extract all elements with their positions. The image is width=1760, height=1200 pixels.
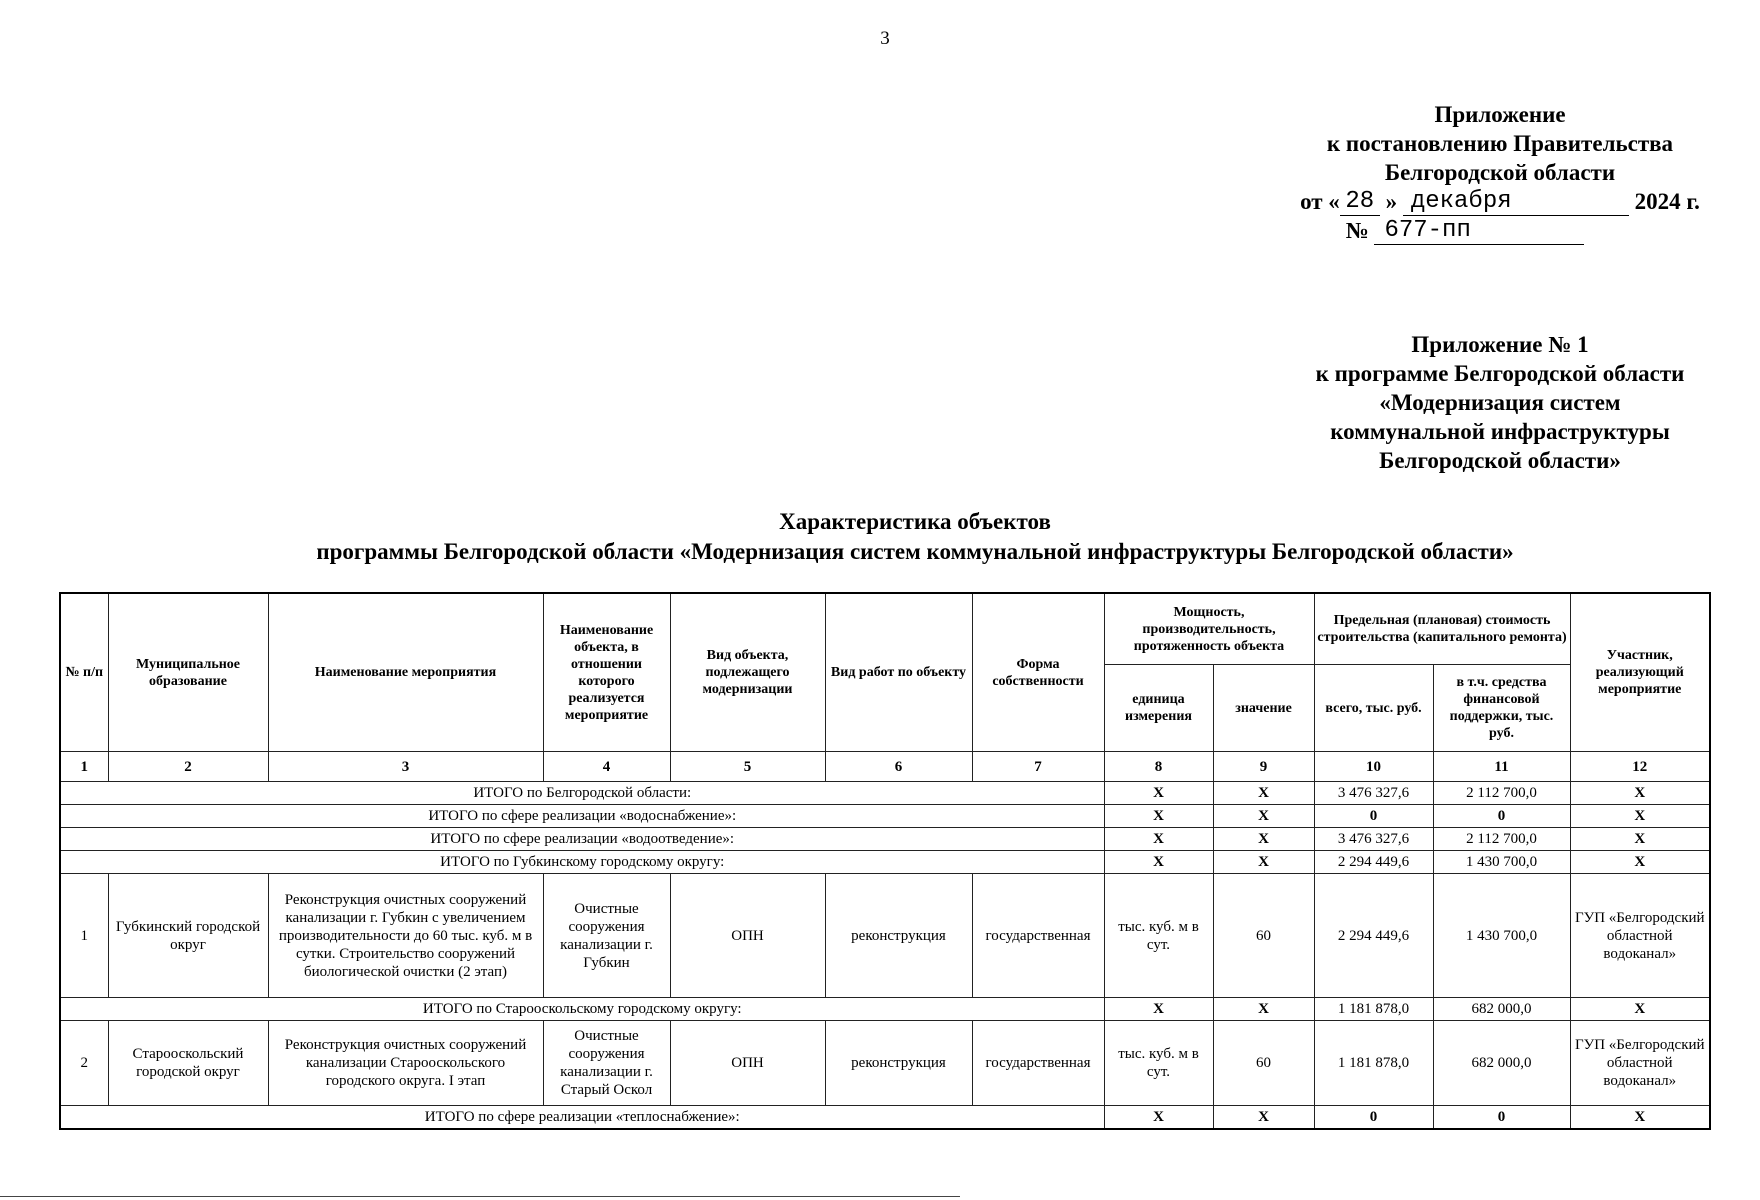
number-value: 677-пп <box>1374 217 1584 245</box>
row-object: Очистные сооружения канализации г. Губкин <box>543 874 670 998</box>
row-participant: ГУП «Белгородский областной водоканал» <box>1570 1021 1710 1106</box>
total-row-region <box>60 782 1710 805</box>
column-number: 5 <box>670 752 825 782</box>
header-num: № п/п <box>60 593 108 752</box>
row-unit: тыс. куб. м в сут. <box>1104 874 1213 998</box>
total-label: ИТОГО по Старооскольскому городскому округу: <box>60 998 1104 1021</box>
row-participant: ГУП «Белгородский областной водоканал» <box>1570 874 1710 998</box>
total-cost-support: 682 000,0 <box>1433 998 1570 1021</box>
total-cell: X <box>1104 782 1213 805</box>
total-row-gubkin <box>60 851 1710 874</box>
total-row-water-supply <box>60 805 1710 828</box>
header-object-type: Вид объекта, подлежащего модернизации <box>670 593 825 752</box>
total-row-water-disposal <box>60 828 1710 851</box>
date-mid: » <box>1385 189 1398 214</box>
total-label: ИТОГО по сфере реализации «водоотведение»: <box>60 828 1104 851</box>
total-cell: X <box>1213 1106 1314 1130</box>
header-cost-group: Предельная (плановая) стоимость строительства (капитального ремонта) <box>1314 593 1570 665</box>
date-month: декабря <box>1403 188 1629 216</box>
total-cost-support: 0 <box>1433 1106 1570 1130</box>
footer-divider <box>0 1196 960 1197</box>
total-cost-total: 1 181 878,0 <box>1314 998 1433 1021</box>
title-line-2: программы Белгородской области «Модернизация систем коммунальной инфраструктуры Белгородской области» <box>316 539 1514 564</box>
column-number: 7 <box>972 752 1104 782</box>
appendix-line: Белгородской области» <box>1379 448 1621 473</box>
header-unit: единица измерения <box>1104 665 1213 752</box>
total-cell: X <box>1213 998 1314 1021</box>
appendix-date-line <box>1270 187 1730 216</box>
appendix-line: Белгородской области <box>1384 160 1616 185</box>
header-object-name: Наименование объекта, в отношении которого реализуется мероприятие <box>543 593 670 752</box>
column-number: 1 <box>60 752 108 782</box>
row-object-type: ОПН <box>670 874 825 998</box>
appendix-resolution-block <box>1270 100 1730 245</box>
total-cost-total: 3 476 327,6 <box>1314 828 1433 851</box>
total-cell: X <box>1213 828 1314 851</box>
date-prefix: от « <box>1300 189 1340 214</box>
header-work-type: Вид работ по объекту <box>825 593 972 752</box>
header-cost-total: всего, тыс. руб. <box>1314 665 1433 752</box>
row-cost-support: 682 000,0 <box>1433 1021 1570 1106</box>
total-cell: X <box>1570 1106 1710 1130</box>
column-number: 12 <box>1570 752 1710 782</box>
total-cell: X <box>1570 828 1710 851</box>
total-cost-support: 2 112 700,0 <box>1433 782 1570 805</box>
date-day: 28 <box>1340 188 1380 216</box>
row-event: Реконструкция очистных сооружений канализации Старооскольского городского округа. I этап <box>268 1021 543 1106</box>
column-number: 3 <box>268 752 543 782</box>
total-cell: X <box>1570 998 1710 1021</box>
column-number: 4 <box>543 752 670 782</box>
column-number: 8 <box>1104 752 1213 782</box>
total-cost-support: 2 112 700,0 <box>1433 828 1570 851</box>
total-cell: X <box>1104 1106 1213 1130</box>
row-value: 60 <box>1213 1021 1314 1106</box>
header-capacity-group: Мощность, производительность, протяженность объекта <box>1104 593 1314 665</box>
header-cost-support: в т.ч. средства финансовой поддержки, тыс. руб. <box>1433 665 1570 752</box>
row-value: 60 <box>1213 874 1314 998</box>
row-ownership: государственная <box>972 874 1104 998</box>
document-title <box>60 507 1760 567</box>
total-cell: X <box>1104 805 1213 828</box>
column-number: 2 <box>108 752 268 782</box>
total-label: ИТОГО по сфере реализации «водоснабжение»: <box>60 805 1104 828</box>
header-ownership: Форма собственности <box>972 593 1104 752</box>
table-row <box>60 874 1710 998</box>
total-cell: X <box>1570 782 1710 805</box>
appendix-title: Приложение № 1 <box>1411 332 1589 357</box>
total-cost-total: 0 <box>1314 805 1433 828</box>
total-cost-support: 1 430 700,0 <box>1433 851 1570 874</box>
total-cell: X <box>1213 851 1314 874</box>
table-row <box>60 1021 1710 1106</box>
total-cell: X <box>1570 851 1710 874</box>
total-label: ИТОГО по Губкинскому городскому округу: <box>60 851 1104 874</box>
row-cost-support: 1 430 700,0 <box>1433 874 1570 998</box>
appendix-title: Приложение <box>1434 102 1566 127</box>
row-cost-total: 1 181 878,0 <box>1314 1021 1433 1106</box>
total-cell: X <box>1104 998 1213 1021</box>
column-number: 11 <box>1433 752 1570 782</box>
header-event-name: Наименование мероприятия <box>268 593 543 752</box>
total-cell: X <box>1213 805 1314 828</box>
total-cell: X <box>1104 851 1213 874</box>
row-cost-total: 2 294 449,6 <box>1314 874 1433 998</box>
row-unit: тыс. куб. м в сут. <box>1104 1021 1213 1106</box>
appendix-line: коммунальной инфраструктуры <box>1330 419 1670 444</box>
row-num: 1 <box>60 874 108 998</box>
date-year: 2024 г. <box>1634 189 1700 214</box>
row-municipality: Губкинский городской округ <box>108 874 268 998</box>
column-numbers-row <box>60 752 1710 782</box>
header-value: значение <box>1213 665 1314 752</box>
table-header-row <box>60 593 1710 665</box>
header-participant: Участник, реализующий мероприятие <box>1570 593 1710 752</box>
column-number: 6 <box>825 752 972 782</box>
appendix-program-block <box>1270 330 1730 475</box>
title-line-1: Характеристика объектов <box>779 509 1051 534</box>
row-event: Реконструкция очистных сооружений канализации г. Губкин с увеличением производительности до 60 тыс. куб. м в сутки. Строительство сооружений биологической очистки (2 этап) <box>268 874 543 998</box>
total-cost-total: 2 294 449,6 <box>1314 851 1433 874</box>
row-municipality: Старооскольский городской округ <box>108 1021 268 1106</box>
row-object-type: ОПН <box>670 1021 825 1106</box>
total-cost-total: 3 476 327,6 <box>1314 782 1433 805</box>
row-num: 2 <box>60 1021 108 1106</box>
appendix-line: к программе Белгородской области <box>1315 361 1685 386</box>
total-cell: X <box>1570 805 1710 828</box>
total-label: ИТОГО по Белгородской области: <box>60 782 1104 805</box>
row-work-type: реконструкция <box>825 874 972 998</box>
row-work-type: реконструкция <box>825 1021 972 1106</box>
appendix-line: «Модернизация систем <box>1379 390 1621 415</box>
appendix-number-line <box>1270 216 1730 245</box>
page-number: 3 <box>880 28 890 49</box>
total-cell: X <box>1213 782 1314 805</box>
column-number: 9 <box>1213 752 1314 782</box>
column-number: 10 <box>1314 752 1433 782</box>
number-prefix: № <box>1345 218 1369 243</box>
total-cost-total: 0 <box>1314 1106 1433 1130</box>
total-label: ИТОГО по сфере реализации «теплоснабжение»: <box>60 1106 1104 1130</box>
header-municipality: Муниципальное образование <box>108 593 268 752</box>
total-cost-support: 0 <box>1433 805 1570 828</box>
row-object: Очистные сооружения канализации г. Старый Оскол <box>543 1021 670 1106</box>
appendix-line: к постановлению Правительства <box>1326 131 1674 156</box>
total-row-stary-oskol <box>60 998 1710 1021</box>
total-cell: X <box>1104 828 1213 851</box>
row-ownership: государственная <box>972 1021 1104 1106</box>
objects-table <box>59 592 1711 1130</box>
total-row-heat-supply <box>60 1106 1710 1130</box>
